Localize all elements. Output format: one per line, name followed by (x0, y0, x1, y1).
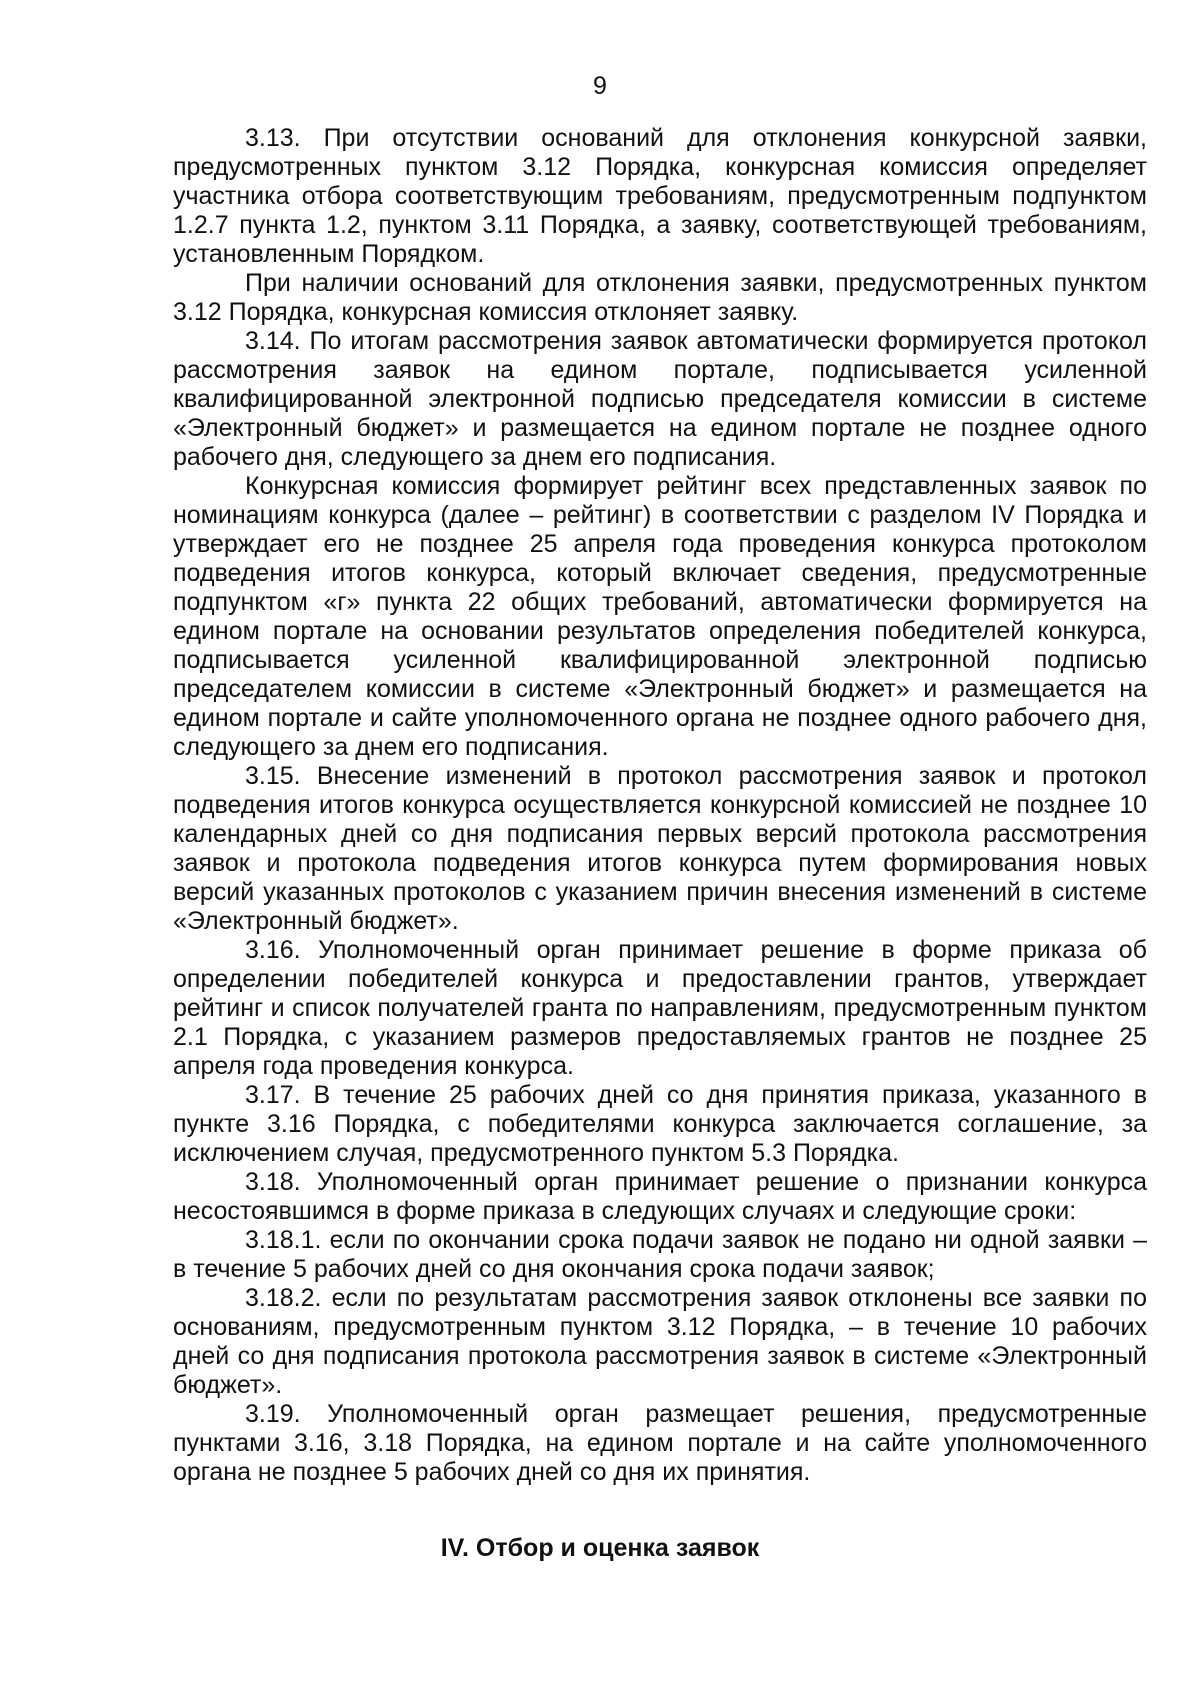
paragraph-3-14: 3.14. По итогам рассмотрения заявок автоматически формируется протокол рассмотрения заявок на едином портале, подписывается усиленной квалифицированной электронной подписью председателя комиссии в системе «Электронный бюджет» и размещается на едином портале не позднее одного рабочего дня, следующего за днем его подписания. (173, 327, 1147, 471)
paragraph-3-18: 3.18. Уполномоченный орган принимает решение о признании конкурса несостоявшимся в форме приказа в следующих случаях и следующие сроки: (173, 1168, 1147, 1225)
paragraph-3-15: 3.15. Внесение изменений в протокол рассмотрения заявок и протокол подведения итогов конкурса осуществляется конкурсной комиссией не позднее 10 календарных дней со дня подписания первых версий протокола рассмотрения заявок и протокола подведения итогов конкурса путем формирования новых версий указанных протоколов с указанием причин внесения изменений в системе «Электронный бюджет». (173, 762, 1147, 935)
paragraph-3-13: 3.13. При отсутствии оснований для отклонения конкурсной заявки, предусмотренных пунктом 3.12 Порядка, конкурсная комиссия определяет участника отбора соответствующим требованиям, предусмотренным подпунктом 1.2.7 пункта 1.2, пунктом 3.11 Порядка, а заявку, соответствующей требованиям, установленным Порядком. (173, 124, 1147, 268)
paragraph-3-17: 3.17. В течение 25 рабочих дней со дня принятия приказа, указанного в пункте 3.16 Порядка, с победителями конкурса заключается соглашение, за исключением случая, предусмотренного пунктом 5.3 Порядка. (173, 1081, 1147, 1167)
paragraph-3-18-2: 3.18.2. если по результатам рассмотрения заявок отклонены все заявки по основаниям, предусмотренным пунктом 3.12 Порядка, – в течение 10 рабочих дней со дня подписания протокола рассмотрения заявок в системе «Электронный бюджет». (173, 1284, 1147, 1399)
page-number: 9 (593, 72, 607, 100)
paragraph-3-14-rating: Конкурсная комиссия формирует рейтинг всех представленных заявок по номинациям конкурса (далее – рейтинг) в соответствии с разделом IV Порядка и утверждает его не позднее 25 апреля года проведения конкурса протоколом подведения итогов конкурса, который включает сведения, предусмотренные подпунктом «г» пункта 22 общих требований, автоматически формируется на едином портале на основании результатов определения победителей конкурса, подписывается усиленной квалифицированной электронной подписью председателем комиссии в системе «Электронный бюджет» и размещается на едином портале и сайте уполномоченного органа не позднее одного рабочего дня, следующего за днем его подписания. (173, 472, 1147, 761)
paragraph-3-19: 3.19. Уполномоченный орган размещает решения, предусмотренные пунктами 3.16, 3.18 Порядка, на едином портале и на сайте уполномоченного органа не позднее 5 рабочих дней со дня их принятия. (173, 1400, 1147, 1486)
paragraph-3-16: 3.16. Уполномоченный орган принимает решение в форме приказа об определении победителей конкурса и предоставлении грантов, утверждает рейтинг и список получателей гранта по направлениям, предусмотренным пунктом 2.1 Порядка, с указанием размеров предоставляемых грантов не позднее 25 апреля года проведения конкурса. (173, 936, 1147, 1080)
section-heading: IV. Отбор и оценка заявок (440, 1534, 760, 1562)
paragraph-3-18-1: 3.18.1. если по окончании срока подачи заявок не подано ни одной заявки – в течение 5 рабочих дней со дня окончания срока подачи заявок; (173, 1226, 1147, 1283)
paragraph-3-13-rejection: При наличии оснований для отклонения заявки, предусмотренных пунктом 3.12 Порядка, конкурсная комиссия отклоняет заявку. (173, 269, 1147, 326)
document-body (173, 124, 1147, 1487)
